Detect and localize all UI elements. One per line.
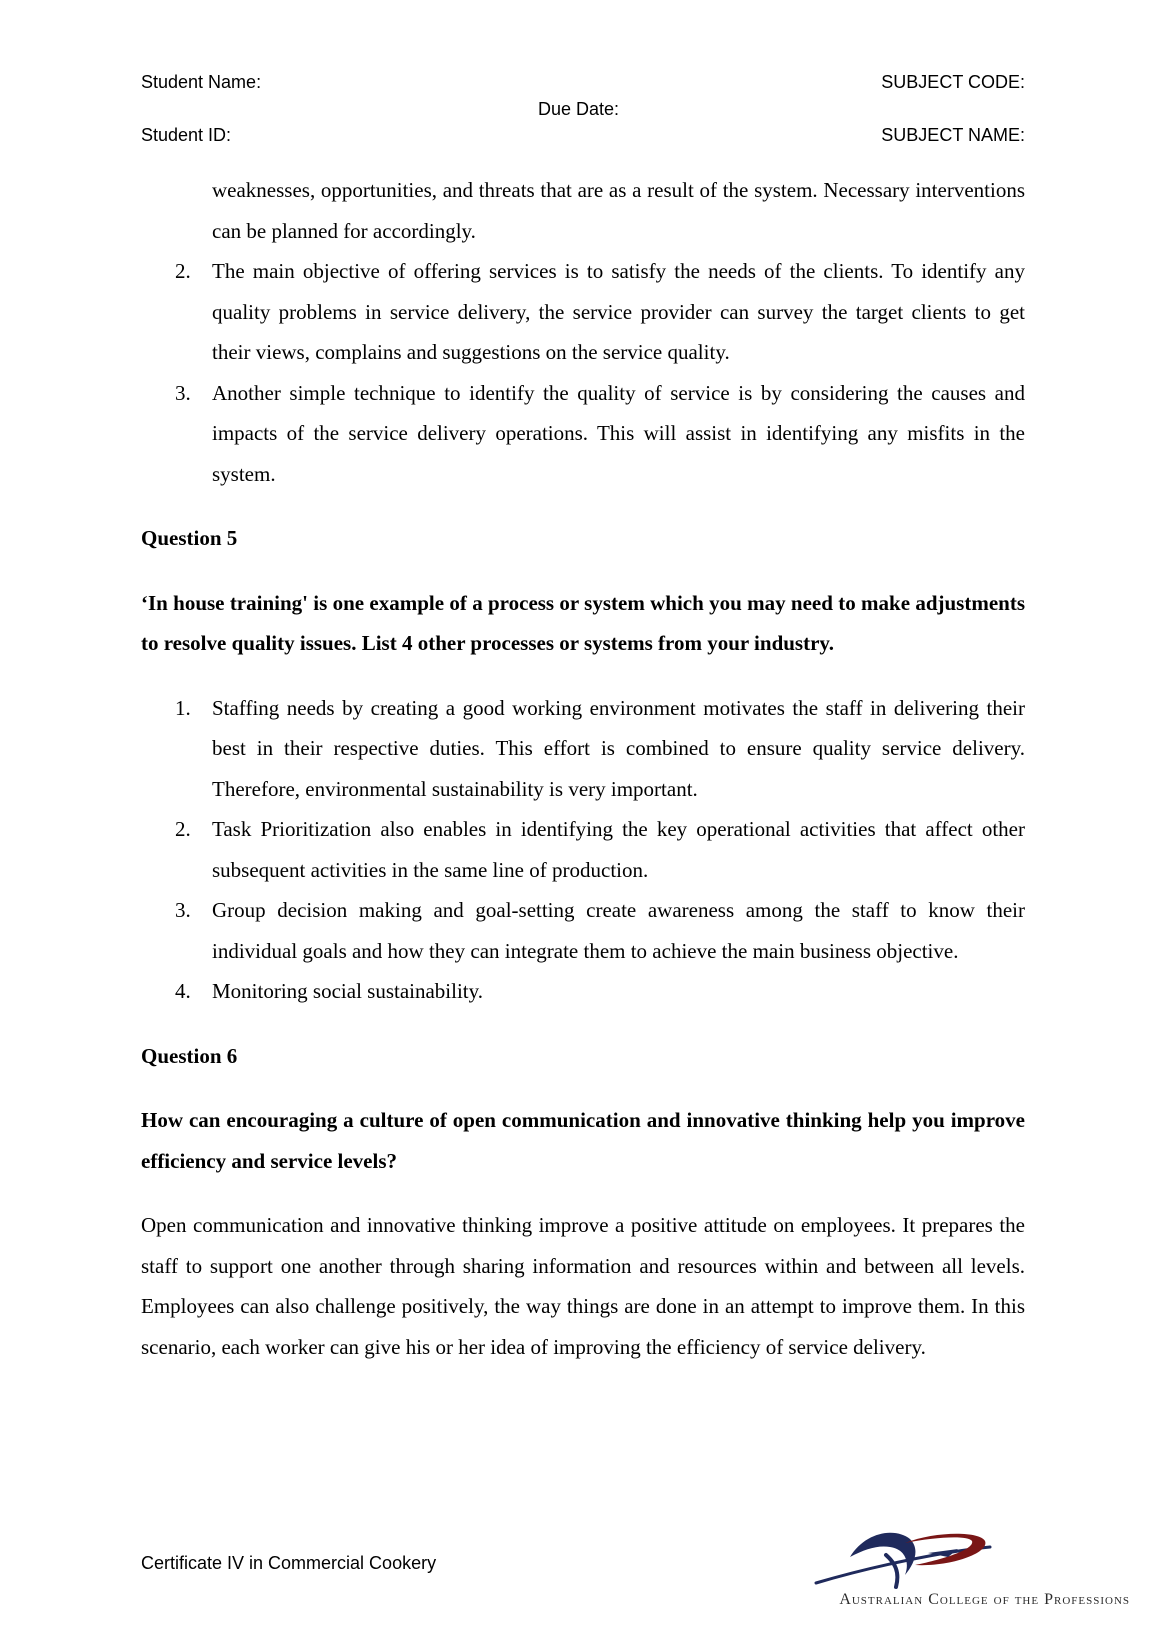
list-item-text: Monitoring social sustainability. [212,979,484,1003]
college-logo-icon [690,1527,1130,1593]
question-6-title: Question 6 [141,1043,238,1068]
list-number: 4. [175,979,191,1003]
list-item [141,971,1025,1012]
list-item-text: Task Prioritization also enables in identifying the key operational activities that affect other subsequent activities in the same line of production. [212,817,1025,882]
list-number: 2. [175,259,191,283]
continuation-list [141,251,1025,494]
due-date-label: Due Date: [538,99,620,119]
list-item [141,373,1025,495]
list-item [141,688,1025,810]
list-number: 3. [175,898,191,922]
list-number: 1. [175,695,191,720]
list-item [141,251,1025,373]
list-item [141,890,1025,971]
document-body [141,170,1025,1367]
student-name-label: Student Name: [141,72,262,92]
list-item-text: Another simple technique to identify the quality of service is by considering the causes and impacts of the service delivery operations. This will assist in identifying any misfits in the system. [212,380,1025,486]
course-name: Certificate IV in Commercial Cookery [141,1553,437,1573]
question-5-answer-list [141,688,1025,1012]
list-item-text: The main objective of offering services is to satisfy the needs of the clients. To identify any quality problems in service delivery, the service provider can survey the target clients to get their views, complains and suggestions on the service quality. [212,259,1025,364]
question-6-answer: Open communication and innovative thinking improve a positive attitude on employees. It prepares the staff to support one another through sharing information and resources within and between all levels. Employees can also challenge positively, the way things are done in an attempt to improve them. In this scenario, each worker can give his or her idea of improving the efficiency of service delivery. [141,1213,1025,1359]
college-logo [690,1527,1130,1615]
continuation-paragraph: weaknesses, opportunities, and threats that are as a result of the system. Necessary interventions can be planned for accordingly. [212,178,1025,243]
subject-name-label: SUBJECT NAME: [881,125,1025,145]
subject-code-label: SUBJECT CODE: [881,72,1025,92]
list-item [141,809,1025,890]
college-logo-text: Australian College of the Professions [839,1591,1130,1608]
list-item-text: Staffing needs by creating a good working environment motivates the staff in delivering their best in their respective duties. This effort is combined to ensure quality service delivery. Therefore, environmental sustainability is very important. [212,695,1025,801]
student-id-label: Student ID: [141,125,232,145]
list-item-text: Group decision making and goal-setting create awareness among the staff to know their individual goals and how they can integrate them to achieve the main business objective. [212,898,1025,963]
list-number: 3. [175,380,191,405]
question-6-prompt: How can encouraging a culture of open communication and innovative thinking help you improve efficiency and service levels? [141,1108,1025,1173]
question-5-prompt: ‘In house training' is one example of a process or system which you may need to make adjustments to resolve quality issues. List 4 other processes or systems from your industry. [141,590,1025,655]
question-5-title: Question 5 [141,526,238,550]
list-number: 2. [175,817,191,841]
